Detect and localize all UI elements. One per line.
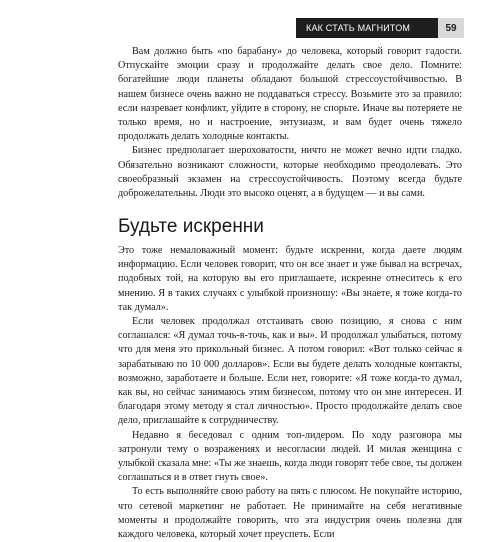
paragraph: Недавно я беседовал с одним топ-лидером. По ходу разговора мы затронули тему о возражениях и несогласии людей. И милая женщина с улыбкой сказала мне: «Ты же знаешь, когда люди говорят тебе свое, ты должен соглашаться и в ответ гнуть свое». bbox=[118, 429, 462, 484]
paragraph: Если человек продолжал отстаивать свою позицию, я снова с ним соглашался: «Я думал точь-в-точь, как и вы». И продолжал улыбаться, потому что для меня это прикольный бизнес. А потом говорил: «Вот только сейчас я зарабатываю по 10 000 долларов». Если вы будете делать холодные контакты, возможно, заработаете и больше. Если нет, говорите: «Я тоже когда-то думал, как вы, но сейчас занимаюсь этим бизнесом, потому что он мне интересен. И благодаря этому методу я стал личностью». Просто продолжайте делать свое дело, приглашайте к сотрудничеству. bbox=[118, 316, 462, 427]
paragraph: То есть выполняйте свою работу на пять с плюсом. Не покупайте историю, что сетевой маркетинг не работает. Не принимайте на себя негативные моменты и продолжайте говорить, что эта индустрия очень полезна для каждого человека, который хочет преуспеть. Если bbox=[118, 486, 462, 541]
section-heading: Будьте искренни bbox=[118, 216, 264, 237]
paragraph: Это тоже немаловажный момент: будьте искренни, когда даете людям информацию. Если человек говорит, что он все знает и уже бывал на встречах, подобных той, на которую вы его приглашаете, искренне отнеситесь к его мнению. Я в таких случаях с улыбкой произношу: «Вы знаете, я тоже когда-то так думал». bbox=[118, 245, 462, 313]
running-title: КАК СТАТЬ МАГНИТОМ bbox=[306, 23, 411, 33]
page-number: 59 bbox=[438, 18, 464, 38]
paragraph: Вам должно быть «по барабану» до человека, который говорит гадости. Отпускайте эмоции сразу и продолжайте делать свое дело. Помните: богатейшие люди планеты обладают большой стрессоустойчивостью. В нашем бизнесе очень важно не поддаваться стрессу. Возьмите это за правило: если назревает конфликт, уйдите в сторону, не спорьте. Иначе вы потеряете не только время, но и настроение, энтузиазм, и вам будет очень тяжело продолжать делать холодные контакты. bbox=[118, 46, 462, 143]
running-header bbox=[296, 18, 464, 38]
section-text bbox=[118, 244, 462, 542]
intro-text bbox=[118, 45, 462, 201]
paragraph: Бизнес предполагает шероховатости, ничто не может вечно идти гладко. Обязательно возникают сложности, которые необходимо преодолевать. Это своеобразный экзамен на стрессоустойчивость. Поэтому всегда будьте доброжелательны. Люди это высоко оценят, а в будущем — и вы сами. bbox=[118, 145, 462, 200]
